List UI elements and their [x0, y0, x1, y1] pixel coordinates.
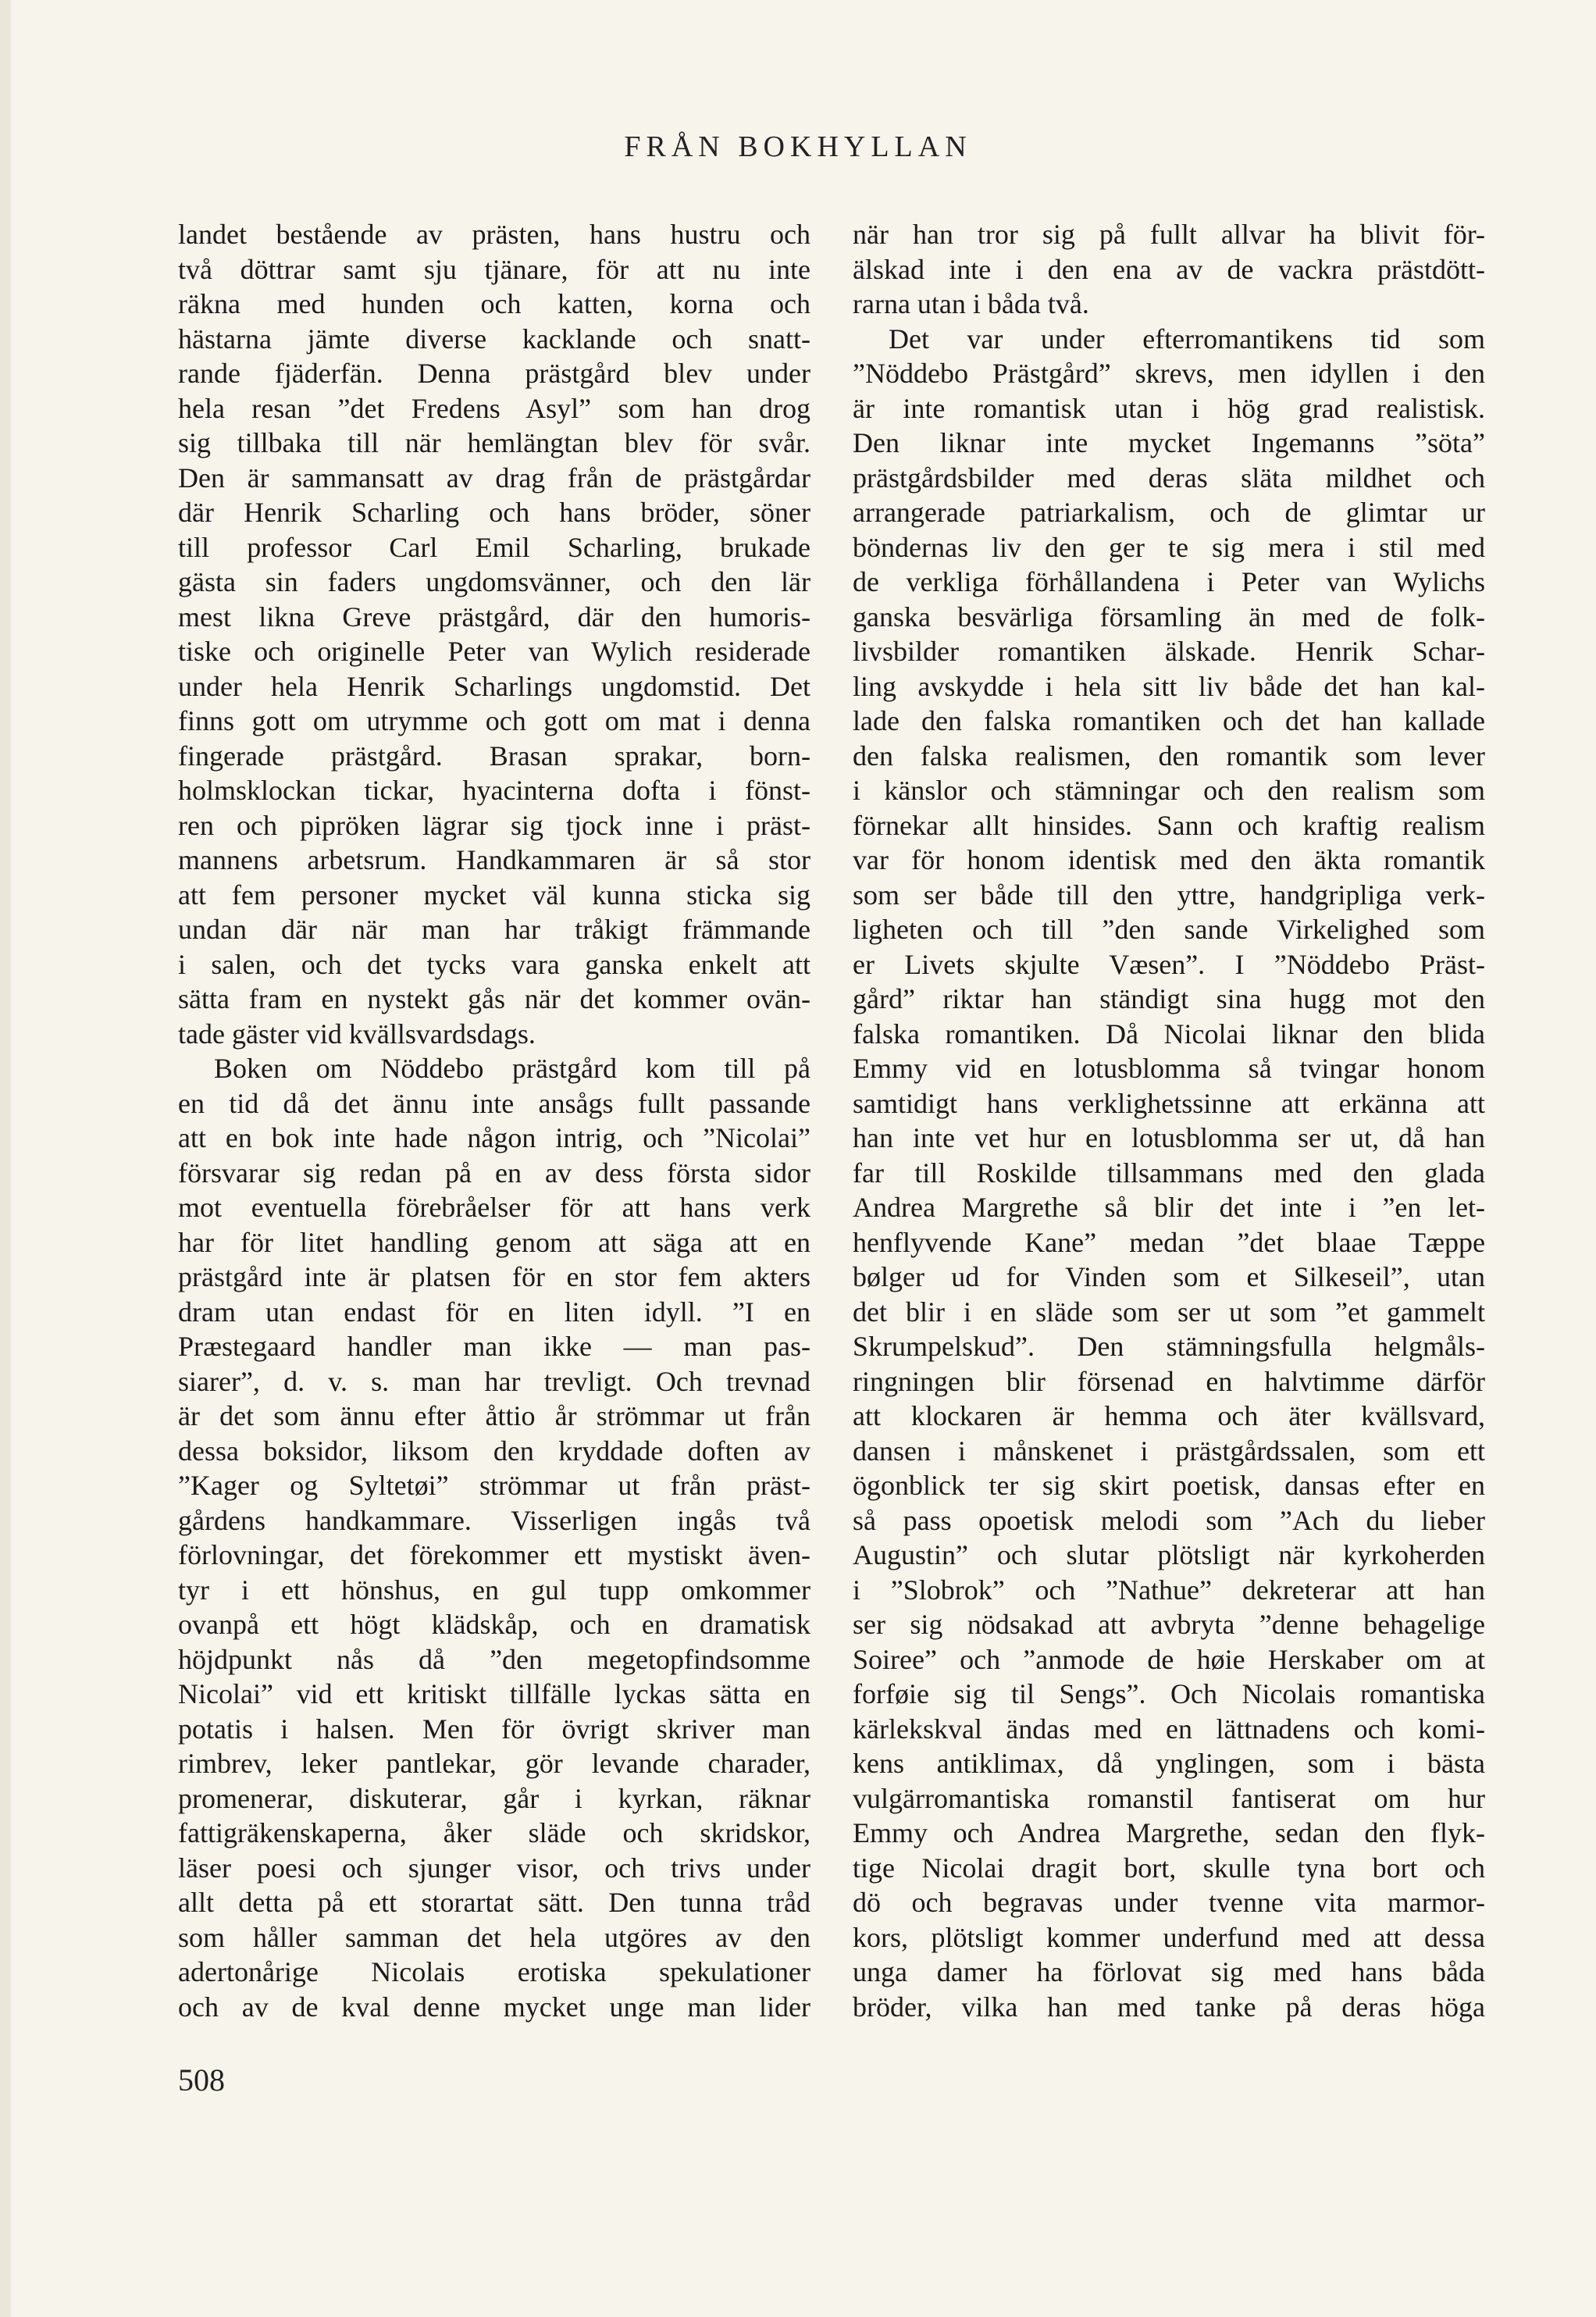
text-line: bröder, vilka han med tanke på deras höga	[853, 1991, 1485, 2023]
text-line: mot eventuella förebråelser för att hans verk	[178, 1192, 810, 1223]
text-line: läser poesi och sjunger visor, och trivs under	[178, 1852, 810, 1884]
running-head: FRÅN BOKHYLLAN	[624, 130, 972, 163]
text-line: böndernas liv den ger te sig mera i stil med	[853, 531, 1485, 563]
text-line: förnekar allt hinsides. Sann och kraftig realism	[853, 809, 1485, 841]
text-line: att en bok inte hade någon intrig, och ”Nicolai”	[178, 1122, 810, 1153]
text-line: Præstegaard handler man ikke — man pas-	[178, 1331, 810, 1362]
text-line: Emmy och Andrea Margrethe, sedan den flyk-	[853, 1817, 1485, 1848]
text-line: dö och begravas under tvenne vita marmor-	[853, 1887, 1485, 1918]
text-line: samtidigt hans verklighetssinne att erkänna att	[853, 1087, 1485, 1119]
left-column	[178, 217, 810, 2024]
right-column	[853, 217, 1485, 2024]
text-line: ögonblick ter sig skirt poetisk, dansas efter en	[853, 1470, 1485, 1501]
text-line: ”Kager og Syltetøi” strömmar ut från präst-	[178, 1470, 810, 1501]
text-line: försvarar sig redan på en av dess första sidor	[178, 1157, 810, 1189]
text-line: i ”Slobrok” och ”Nathue” dekreterar att han	[853, 1574, 1485, 1606]
text-line: unga damer ha förlovat sig med hans båda	[853, 1956, 1485, 1987]
text-line: prästgård inte är platsen för en stor fem akters	[178, 1261, 810, 1292]
text-line: far till Roskilde tillsammans med den glada	[853, 1157, 1485, 1189]
text-line: sig tillbaka till när hemlängtan blev för svår.	[178, 427, 810, 458]
text-line: det blir i en släde som ser ut som ”et gammelt	[853, 1296, 1485, 1328]
text-line: er Livets skjulte Væsen”. I ”Nöddebo Präst-	[853, 948, 1485, 980]
text-line: när han tror sig på fullt allvar ha blivit för-	[853, 219, 1485, 250]
text-line: dessa boksidor, liksom den kryddade doften av	[178, 1435, 810, 1467]
text-line: ganska besvärliga församling än med de folk-	[853, 601, 1485, 633]
text-line: ren och pipröken lägrar sig tjock inne i präst-	[178, 809, 810, 841]
text-line: henflyvende Kane” medan ”det blaae Tæppe	[853, 1226, 1485, 1258]
text-line: promenerar, diskuterar, går i kyrkan, räknar	[178, 1782, 810, 1814]
text-line: att klockaren är hemma och äter kvällsvard,	[853, 1400, 1485, 1431]
text-line: forføie sig til Sengs”. Och Nicolais romantiska	[853, 1678, 1485, 1709]
text-line: och av de kval denne mycket unge man lider	[178, 1991, 810, 2023]
text-line: Den liknar inte mycket Ingemanns ”söta”	[853, 427, 1485, 458]
text-line: tiske och originelle Peter van Wylich residerade	[178, 636, 810, 667]
text-line: den falska realismen, den romantik som lever	[853, 740, 1485, 772]
text-line: där Henrik Scharling och hans bröder, söner	[178, 497, 810, 528]
text-line: ling avskydde i hela sitt liv både det han kal-	[853, 670, 1485, 702]
text-line: Soiree” och ”anmode de høie Herskaber om at	[853, 1643, 1485, 1675]
text-line: kens antiklimax, då ynglingen, som i bästa	[853, 1748, 1485, 1779]
text-line: rarna utan i båda två.	[853, 288, 1089, 319]
text-line: har för litet handling genom att säga att en	[178, 1226, 810, 1258]
text-line: i känslor och stämningar och den realism som	[853, 775, 1485, 806]
page-number: 508	[178, 2062, 225, 2098]
text-line: Andrea Margrethe så blir det inte i ”en let-	[853, 1192, 1485, 1223]
text-line: potatis i halsen. Men för övrigt skriver man	[178, 1713, 810, 1745]
text-line: som håller samman det hela utgöres av den	[178, 1921, 810, 1953]
text-line: var för honom identisk med den äkta romantik	[853, 844, 1485, 875]
text-line: arrangerade patriarkalism, och de glimtar ur	[853, 497, 1485, 528]
text-line: Nicolai” vid ett kritiskt tillfälle lyckas sätta en	[178, 1678, 810, 1709]
text-line: ser sig nödsakad att avbryta ”denne behagelige	[853, 1609, 1485, 1640]
text-line: en tid då det ännu inte ansågs fullt passande	[178, 1087, 810, 1119]
text-line: sätta fram en nystekt gås när det kommer ovän-	[178, 983, 810, 1014]
text-line: rande fjäderfän. Denna prästgård blev under	[178, 358, 810, 389]
text-line: finns gott om utrymme och gott om mat i denna	[178, 705, 810, 736]
text-line: kärlekskval ändas med en lättnadens och komi-	[853, 1713, 1485, 1745]
text-line: att fem personer mycket väl kunna sticka sig	[178, 879, 810, 911]
text-line: bølger ud for Vinden som et Silkeseil”, utan	[853, 1261, 1485, 1292]
text-line: räkna med hunden och katten, korna och	[178, 288, 810, 319]
text-line: förlovningar, det förekommer ett mystiskt även-	[178, 1539, 810, 1570]
text-line: dansen i månskenet i prästgårdssalen, som ett	[853, 1435, 1485, 1467]
text-line: de verkliga förhållandena i Peter van Wylichs	[853, 566, 1485, 597]
text-line: fattigräkenskaperna, åker släde och skridskor,	[178, 1817, 810, 1848]
text-line: prästgårdsbilder med deras släta mildhet och	[853, 462, 1485, 494]
text-line: är det som ännu efter åttio år strömmar ut från	[178, 1400, 810, 1431]
text-line: tade gäster vid kvällsvardsdags.	[178, 1018, 536, 1050]
text-line: till professor Carl Emil Scharling, brukade	[178, 531, 810, 563]
text-line: under hela Henrik Scharlings ungdomstid. Det	[178, 670, 810, 702]
text-line: gårdens handkammare. Visserligen ingås två	[178, 1504, 810, 1536]
text-line: kors, plötsligt kommer underfund med att dessa	[853, 1921, 1485, 1953]
text-line: höjdpunkt nås då ”den megetopfindsomme	[178, 1643, 810, 1675]
text-line: allt detta på ett storartat sätt. Den tunna tråd	[178, 1887, 810, 1918]
text-line: älskad inte i den ena av de vackra prästdött-	[853, 253, 1485, 285]
text-line: hela resan ”det Fredens Asyl” som han drog	[178, 392, 810, 424]
text-line: Boken om Nöddebo prästgård kom till på	[214, 1053, 810, 1084]
text-line: i salen, och det tycks vara ganska enkelt att	[178, 948, 810, 980]
text-line: Den är sammansatt av drag från de prästgårdar	[178, 462, 810, 494]
text-line: han inte vet hur en lotusblomma ser ut, då han	[853, 1122, 1485, 1153]
text-line: tyr i ett hönshus, en gul tupp omkommer	[178, 1574, 810, 1606]
text-line: rimbrev, leker pantlekar, gör levande charader,	[178, 1748, 810, 1779]
text-line: vulgärromantiska romanstil fantiserat om hur	[853, 1782, 1485, 1814]
page-edge-shadow	[0, 0, 11, 2317]
text-line: ”Nöddebo Prästgård” skrevs, men idyllen i den	[853, 358, 1485, 389]
text-line: holmsklockan tickar, hyacinterna dofta i fönst-	[178, 775, 810, 806]
text-line: Det var under efterromantikens tid som	[889, 323, 1485, 355]
text-line: lade den falska romantiken och det han kallade	[853, 705, 1485, 736]
text-line: två döttrar samt sju tjänare, för att nu inte	[178, 253, 810, 285]
text-line: adertonårige Nicolais erotiska spekulationer	[178, 1956, 810, 1987]
text-line: är inte romantisk utan i hög grad realistisk.	[853, 392, 1485, 424]
text-line: dram utan endast för en liten idyll. ”I en	[178, 1296, 810, 1328]
text-line: så pass opoetisk melodi som ”Ach du lieber	[853, 1504, 1485, 1536]
text-line: som ser både till den yttre, handgripliga verk-	[853, 879, 1485, 911]
text-line: Augustin” och slutar plötsligt när kyrkoherden	[853, 1539, 1485, 1570]
text-line: ligheten och till ”den sande Virkelighed som	[853, 914, 1485, 945]
text-line: landet bestående av prästen, hans hustru och	[178, 219, 810, 250]
text-line: livsbilder romantiken älskade. Henrik Schar-	[853, 636, 1485, 667]
text-line: Emmy vid en lotusblomma så tvingar honom	[853, 1053, 1485, 1084]
text-line: undan där när man har tråkigt främmande	[178, 914, 810, 945]
text-line: ringningen blir försenad en halvtimme därför	[853, 1365, 1485, 1397]
text-line: hästarna jämte diverse kacklande och snatt-	[178, 323, 810, 355]
text-line: fingerade prästgård. Brasan sprakar, born-	[178, 740, 810, 772]
text-line: gästa sin faders ungdomsvänner, och den lär	[178, 566, 810, 597]
text-line: mest likna Greve prästgård, där den humoris-	[178, 601, 810, 633]
text-line: siarer”, d. v. s. man har trevligt. Och trevnad	[178, 1365, 810, 1397]
text-line: mannens arbetsrum. Handkammaren är så stor	[178, 844, 810, 875]
text-line: gård” riktar han ständigt sina hugg mot den	[853, 983, 1485, 1014]
text-line: falska romantiken. Då Nicolai liknar den blida	[853, 1018, 1485, 1050]
text-line: ovanpå ett högt klädskåp, och en dramatisk	[178, 1609, 810, 1640]
text-line: Skrumpelskud”. Den stämningsfulla helgmåls-	[853, 1331, 1485, 1362]
text-line: tige Nicolai dragit bort, skulle tyna bort och	[853, 1852, 1485, 1884]
